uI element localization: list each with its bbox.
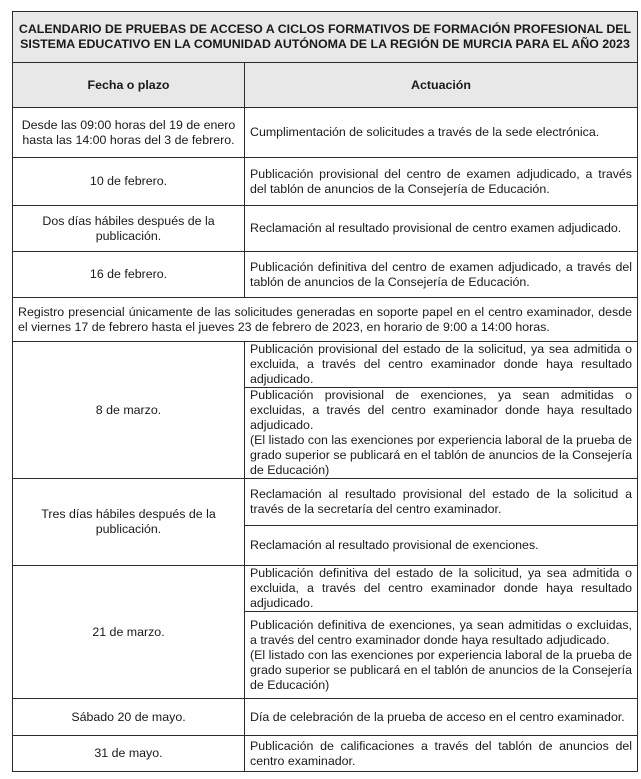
date-cell: 8 de marzo. [13,342,245,479]
date-cell: Tres días hábiles después de la publicación. [13,479,245,566]
action-text: Publicación provisional de exenciones, ya sean admitidas o excluidas, a través del centro examinador donde haya resultado adjudicado. [250,388,632,432]
date-cell: Dos días hábiles después de la publicación. [13,206,245,252]
action-text: Publicación definitiva de exenciones, ya sean admitidas o excluidas, a través del centro examinador donde haya resultado adjudicado. [250,617,632,647]
action-note: (El listado con las exenciones por experiencia laboral de la prueba de grado superior se publicará en el tablón de anuncios de la Consejería de Educación) [250,647,632,692]
header-row [13,63,638,108]
registration-note-cell: Registro presencial únicamente de las solicitudes generadas en soporte papel en el centro examinador, desde el viernes 17 de febrero hasta el jueves 23 de febrero de 2023, en horario de 9:00 a 14:00 horas. [13,298,638,342]
action-cell: Reclamación al resultado provisional de exenciones. [245,526,638,566]
date-cell: 31 de mayo. [13,736,245,772]
table-row [13,566,638,612]
action-cell: Publicación definitiva del estado de la solicitud, ya sea admitida o excluida, a través del centro examinador donde haya resultado adjudicado. [245,566,638,612]
action-cell [245,388,638,479]
table-row [13,342,638,388]
action-cell: Cumplimentación de solicitudes a través de la sede electrónica. [245,108,638,158]
table-row [13,206,638,252]
date-cell: Sábado 20 de mayo. [13,699,245,736]
action-cell [245,612,638,699]
table-row [13,736,638,772]
date-cell: Desde las 09:00 horas del 19 de enero hasta las 14:00 horas del 3 de febrero. [13,108,245,158]
action-cell: Reclamación al resultado provisional del estado de la solicitud a través de la secretaría del centro examinador. [245,479,638,526]
action-cell: Publicación de calificaciones a través del tablón de anuncios del centro examinador. [245,736,638,772]
action-cell: Reclamación al resultado provisional de centro examen adjudicado. [245,206,638,252]
action-cell: Publicación provisional del centro de examen adjudicado, a través del tablón de anuncios de la Consejería de Educación. [245,158,638,206]
table-row-full [13,298,638,342]
date-cell: 10 de febrero. [13,158,245,206]
table-title: CALENDARIO DE PRUEBAS DE ACCESO A CICLOS FORMATIVOS DE FORMACIÓN PROFESIONAL DEL SISTEMA EDUCATIVO EN LA COMUNIDAD AUTÓNOMA DE LA REGIÓN DE MURCIA PARA EL AÑO 2023 [13,12,638,63]
calendar-table [12,11,638,772]
header-action: Actuación [245,63,638,108]
table-row [13,108,638,158]
action-cell: Publicación provisional del estado de la solicitud, ya sea admitida o excluida, a través del centro examinador donde haya resultado adjudicado. [245,342,638,388]
table-row [13,479,638,526]
action-note: (El listado con las exenciones por experiencia laboral de la prueba de grado superior se publicará en el tablón de anuncios de la Consejería de Educación) [250,433,632,477]
action-cell: Publicación definitiva del centro de examen adjudicado, a través del tablón de anuncios de la Consejería de Educación. [245,252,638,298]
header-date: Fecha o plazo [13,63,245,108]
title-row [13,12,638,63]
table-row [13,158,638,206]
table-row [13,252,638,298]
date-cell: 16 de febrero. [13,252,245,298]
date-cell: 21 de marzo. [13,566,245,699]
action-cell: Día de celebración de la prueba de acceso en el centro examinador. [245,699,638,736]
table-row [13,699,638,736]
